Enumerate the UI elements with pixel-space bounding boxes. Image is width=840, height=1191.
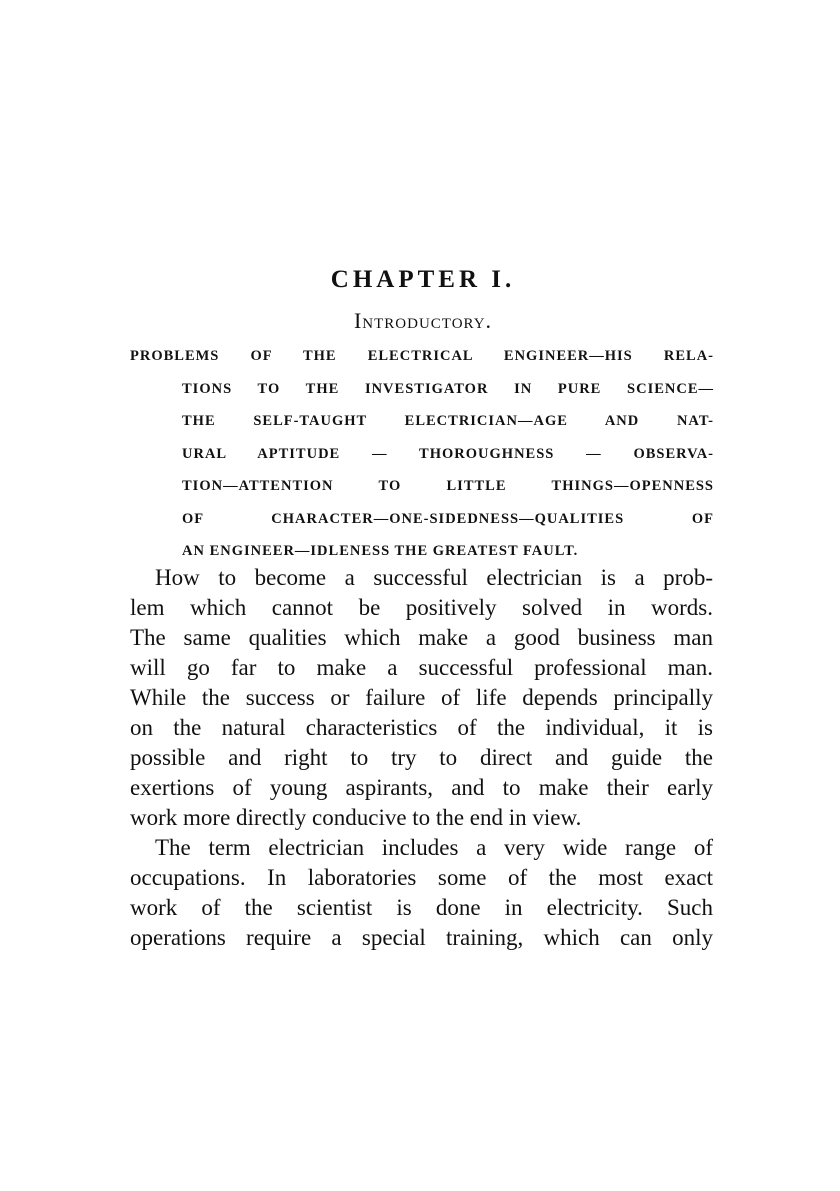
body-line: The same qualities which make a good business man [130, 625, 713, 650]
summary-line: AN ENGINEER—IDLENESS THE GREATEST FAULT. [182, 543, 579, 559]
summary-line: THE SELF-TAUGHT ELECTRICIAN—AGE AND NAT- [182, 413, 714, 429]
body-line: work more directly conducive to the end in view. [130, 805, 582, 830]
chapter-subtitle: Introductory. [353, 308, 493, 333]
body-line: operations require a special training, which can only [130, 925, 713, 950]
body-line: While the success or failure of life depends principally [130, 685, 713, 710]
body-line: exertions of young aspirants, and to make their early [130, 775, 713, 800]
summary-line: TION—ATTENTION TO LITTLE THINGS—OPENNESS [182, 478, 714, 494]
summary-line: URAL APTITUDE — THOROUGHNESS — OBSERVA- [182, 445, 714, 462]
chapter-title: CHAPTER I. [330, 266, 516, 293]
body-line: possible and right to try to direct and guide the [130, 745, 713, 770]
body-line: will go far to make a successful professional man. [130, 655, 713, 680]
chapter-summary [130, 344, 714, 572]
summary-line: PROBLEMS OF THE ELECTRICAL ENGINEER—HIS RELA- [130, 348, 714, 364]
body-text [130, 563, 713, 953]
body-line: lem which cannot be positively solved in words. [130, 595, 713, 620]
body-line: The term electrician includes a very wide range of [155, 835, 713, 860]
summary-line: OF CHARACTER—ONE-SIDEDNESS—QUALITIES OF [182, 510, 714, 527]
body-line: on the natural characteristics of the individual, it is [130, 715, 713, 740]
body-line: occupations. In laboratories some of the most exact [130, 865, 713, 890]
body-line: work of the scientist is done in electricity. Such [130, 895, 713, 920]
summary-line: TIONS TO THE INVESTIGATOR IN PURE SCIENCE— [182, 380, 714, 397]
body-line: How to become a successful electrician is a prob- [155, 565, 713, 590]
